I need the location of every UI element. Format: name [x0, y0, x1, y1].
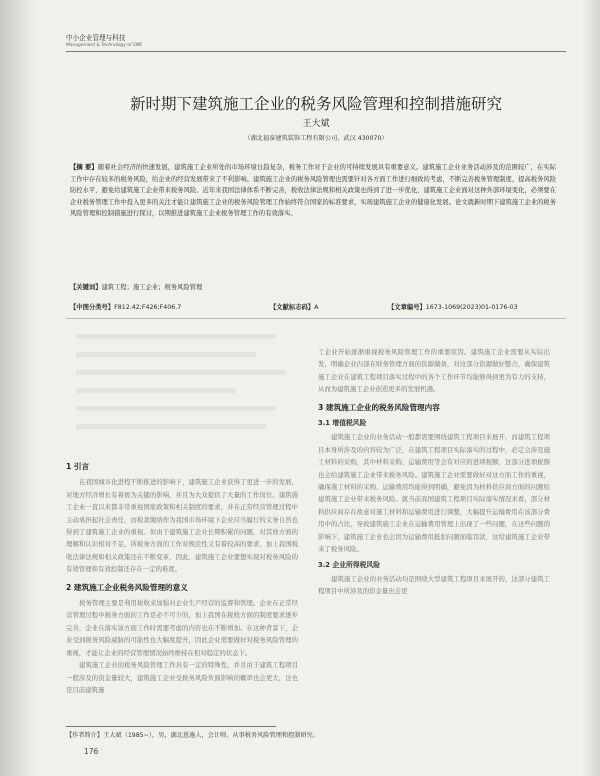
- continued-paragraph: 工企业开始逐渐重视税务风险管理工作的重要原因。建筑施工企业需要从实际出发，明确企业内部在财务管理方面的资源储备，对这部分资源做好整合，确保建筑施工企业在建筑工程项目落实过程中的各个工作环节均能够得到更为有力的支持，从而为建筑施工企业创造更多的发展机遇。: [318, 348, 550, 394]
- section-2-heading: 2 建筑施工企业税务风险管理的意义: [66, 582, 188, 592]
- doc-code-value: A: [314, 304, 319, 311]
- keywords: [70, 282, 556, 291]
- section-2-paragraph-2: 建筑施工企业的税务风险管理工作具有一定的特殊性，并且由于建筑工程项目一般涉及的资金量较大，建筑施工企业受税务风险负面影响的概率也会更大，这也是目前建筑施: [66, 661, 298, 694]
- page-shadow-left: [0, 0, 36, 776]
- section-1-paragraph: 在我国城市化进程不断推进的影响下，建筑施工企业获得了更进一步的发展，对地方经济增长有着极为关键的影响，并且为大众提供了大量的工作岗位。建筑施工企业一直以来都非常重视国家政策和相关制度的要求，并在正常经营管理过程中主动承担起社会责任，而税款缴纳作为我国市场环境下企业应当履行的义务自然也得到了建筑施工企业的重视。但由于建筑施工企业长期积累的问题，对其他方面的理解和认识相对不足，所税务方面的工作对规范性又有着较高的要求，加上我国税收法律法规和相关政策还在不断变革，因此，建筑施工企业要想实现对税务风险的有效管理和有效控制还存在一定的难度。: [66, 478, 298, 574]
- journal-header: [66, 34, 142, 49]
- column-right: [318, 346, 550, 598]
- abstract-text: 随着社会经济的快速发展，建筑施工企业所处的市场环境日趋复杂，税务工作对于企业的可持续发展具有重要意义。建筑施工企业业务活动涉及的范围较广，在实际工作中存在较多的税务风险，给企业的经营发展带来了不利影响。建筑施工企业的税务风险管理也需要针对各方面工作进行细致的考虑，不断完善税务管理制度，提高税务风险防控水平，避免给建筑施工企业带来税务风险。近年来我国法律体系不断完善，税收法律法规和相关政策也得到了进一步优化，建筑施工企业面对这种外部环境变化，必须要在企业税务管理工作中投入更多的关注才能让建筑施工企业的税务风险管理工作始终符合国家的标准要求，实现建筑施工企业的健康化发展。论文就新时期下建筑施工企业的税务风险管理和控制措施进行探讨，以期推进建筑施工企业税务管理工作的有效落实。: [70, 164, 556, 218]
- journal-name: 中小企业管理与科技: [66, 34, 126, 42]
- section-3-2-heading: 3.2 企业所得税风险: [318, 560, 380, 569]
- section-3-1-heading: 3.1 增值税风险: [318, 419, 367, 428]
- article-number: [388, 302, 518, 311]
- article-no-value: 1673-1069(2023)01-0176-03: [425, 304, 518, 311]
- keywords-text: 建筑工程；施工企业；税务风险管理: [101, 284, 203, 291]
- column-left: [66, 455, 298, 696]
- article-author: 王大斌: [302, 119, 330, 129]
- meta-rule: [66, 318, 566, 319]
- section-3-heading: 3 建筑施工企业的税务风险管理内容: [318, 402, 440, 412]
- section-3-2-paragraph: 建筑施工企业的业务活动均是围绕大型建筑工程项目来展开的，这部分建筑工程项目中所涉及的资金量也会更: [318, 574, 550, 596]
- clc-number: [70, 302, 181, 311]
- abstract: [70, 162, 556, 220]
- journal-name-en: Management & Technology of SME: [66, 43, 143, 48]
- header-rule: [66, 51, 566, 52]
- clc-label: 【中图分类号】: [70, 304, 115, 311]
- page-shadow-right: [582, 0, 600, 776]
- section-3-1-paragraph: 建筑施工企业的业务活动一般都需要围绕建筑工程项目来展开，而建筑工程项目本身所涉及的内容较为广泛，在建筑工程项目实际落实的过程中，必定会涉及施工材料的采购，其中材料采购、运输费用等会有对应的进项税额，这部分进项税额也会给建筑施工企业带来税务风险。建筑施工企业需要做好对这方面工作的重视，确保施工材料的采购、运输费用均能得到明确，避免因为材料供应商方面的问题给建筑施工企业带来税务风险。就当前我国建筑工程项目实际落实情况来看，部分材料供应商存在故意对施工材料和运输费用进行调整，大幅提升运输费用在该部分费用中的占比，导致建筑施工企业在运输费用管理上出现了一些问题，在这些问题的影响下，建筑施工企业也会因为运输费用抵扣问题面临罚款，这给建筑施工企业带来了税务风险。: [318, 433, 550, 554]
- document-code: [270, 302, 318, 311]
- author-affiliation: （湖北福泰建筑装饰工程有限公司，武汉 430070）: [244, 135, 388, 142]
- footnote-rule: [66, 726, 276, 727]
- doc-code-label: 【文献标志码】: [270, 304, 315, 311]
- article-no-label: 【文章编号】: [388, 304, 426, 311]
- section-1-heading: 1 引言: [66, 462, 90, 471]
- clc-value: F812.42;F426;F406.7: [114, 304, 182, 311]
- abstract-label: 【摘 要】: [70, 164, 98, 171]
- article-title: 新时期下建筑施工企业的税务风险管理和控制措施研究: [129, 95, 502, 113]
- keywords-label: 【关键词】: [70, 284, 102, 291]
- section-2-paragraph-1: 税务管理主要是利用税收来加强对企业生产经营的监督和管理。企业在正常经营管理过程中税务方面的工作是必不可少的，加上我国在税收方面的制度要求逐步完善，企业在落实该方面工作时需要考虑的内容也在不断增加。在这种背景下，企业受到税务风险威胁的可能性也大幅度提升，因此企业需要做好对税务风险管理的重视，才能让企业的经营管理情况始终维持在相对稳定的状态下。: [66, 599, 298, 657]
- page-number: 176: [84, 747, 99, 756]
- author-bio: 【作者简介】王大斌（1985~），男，湖北恩施人，会计师，从事税务风险管理和控制研究。: [66, 732, 319, 739]
